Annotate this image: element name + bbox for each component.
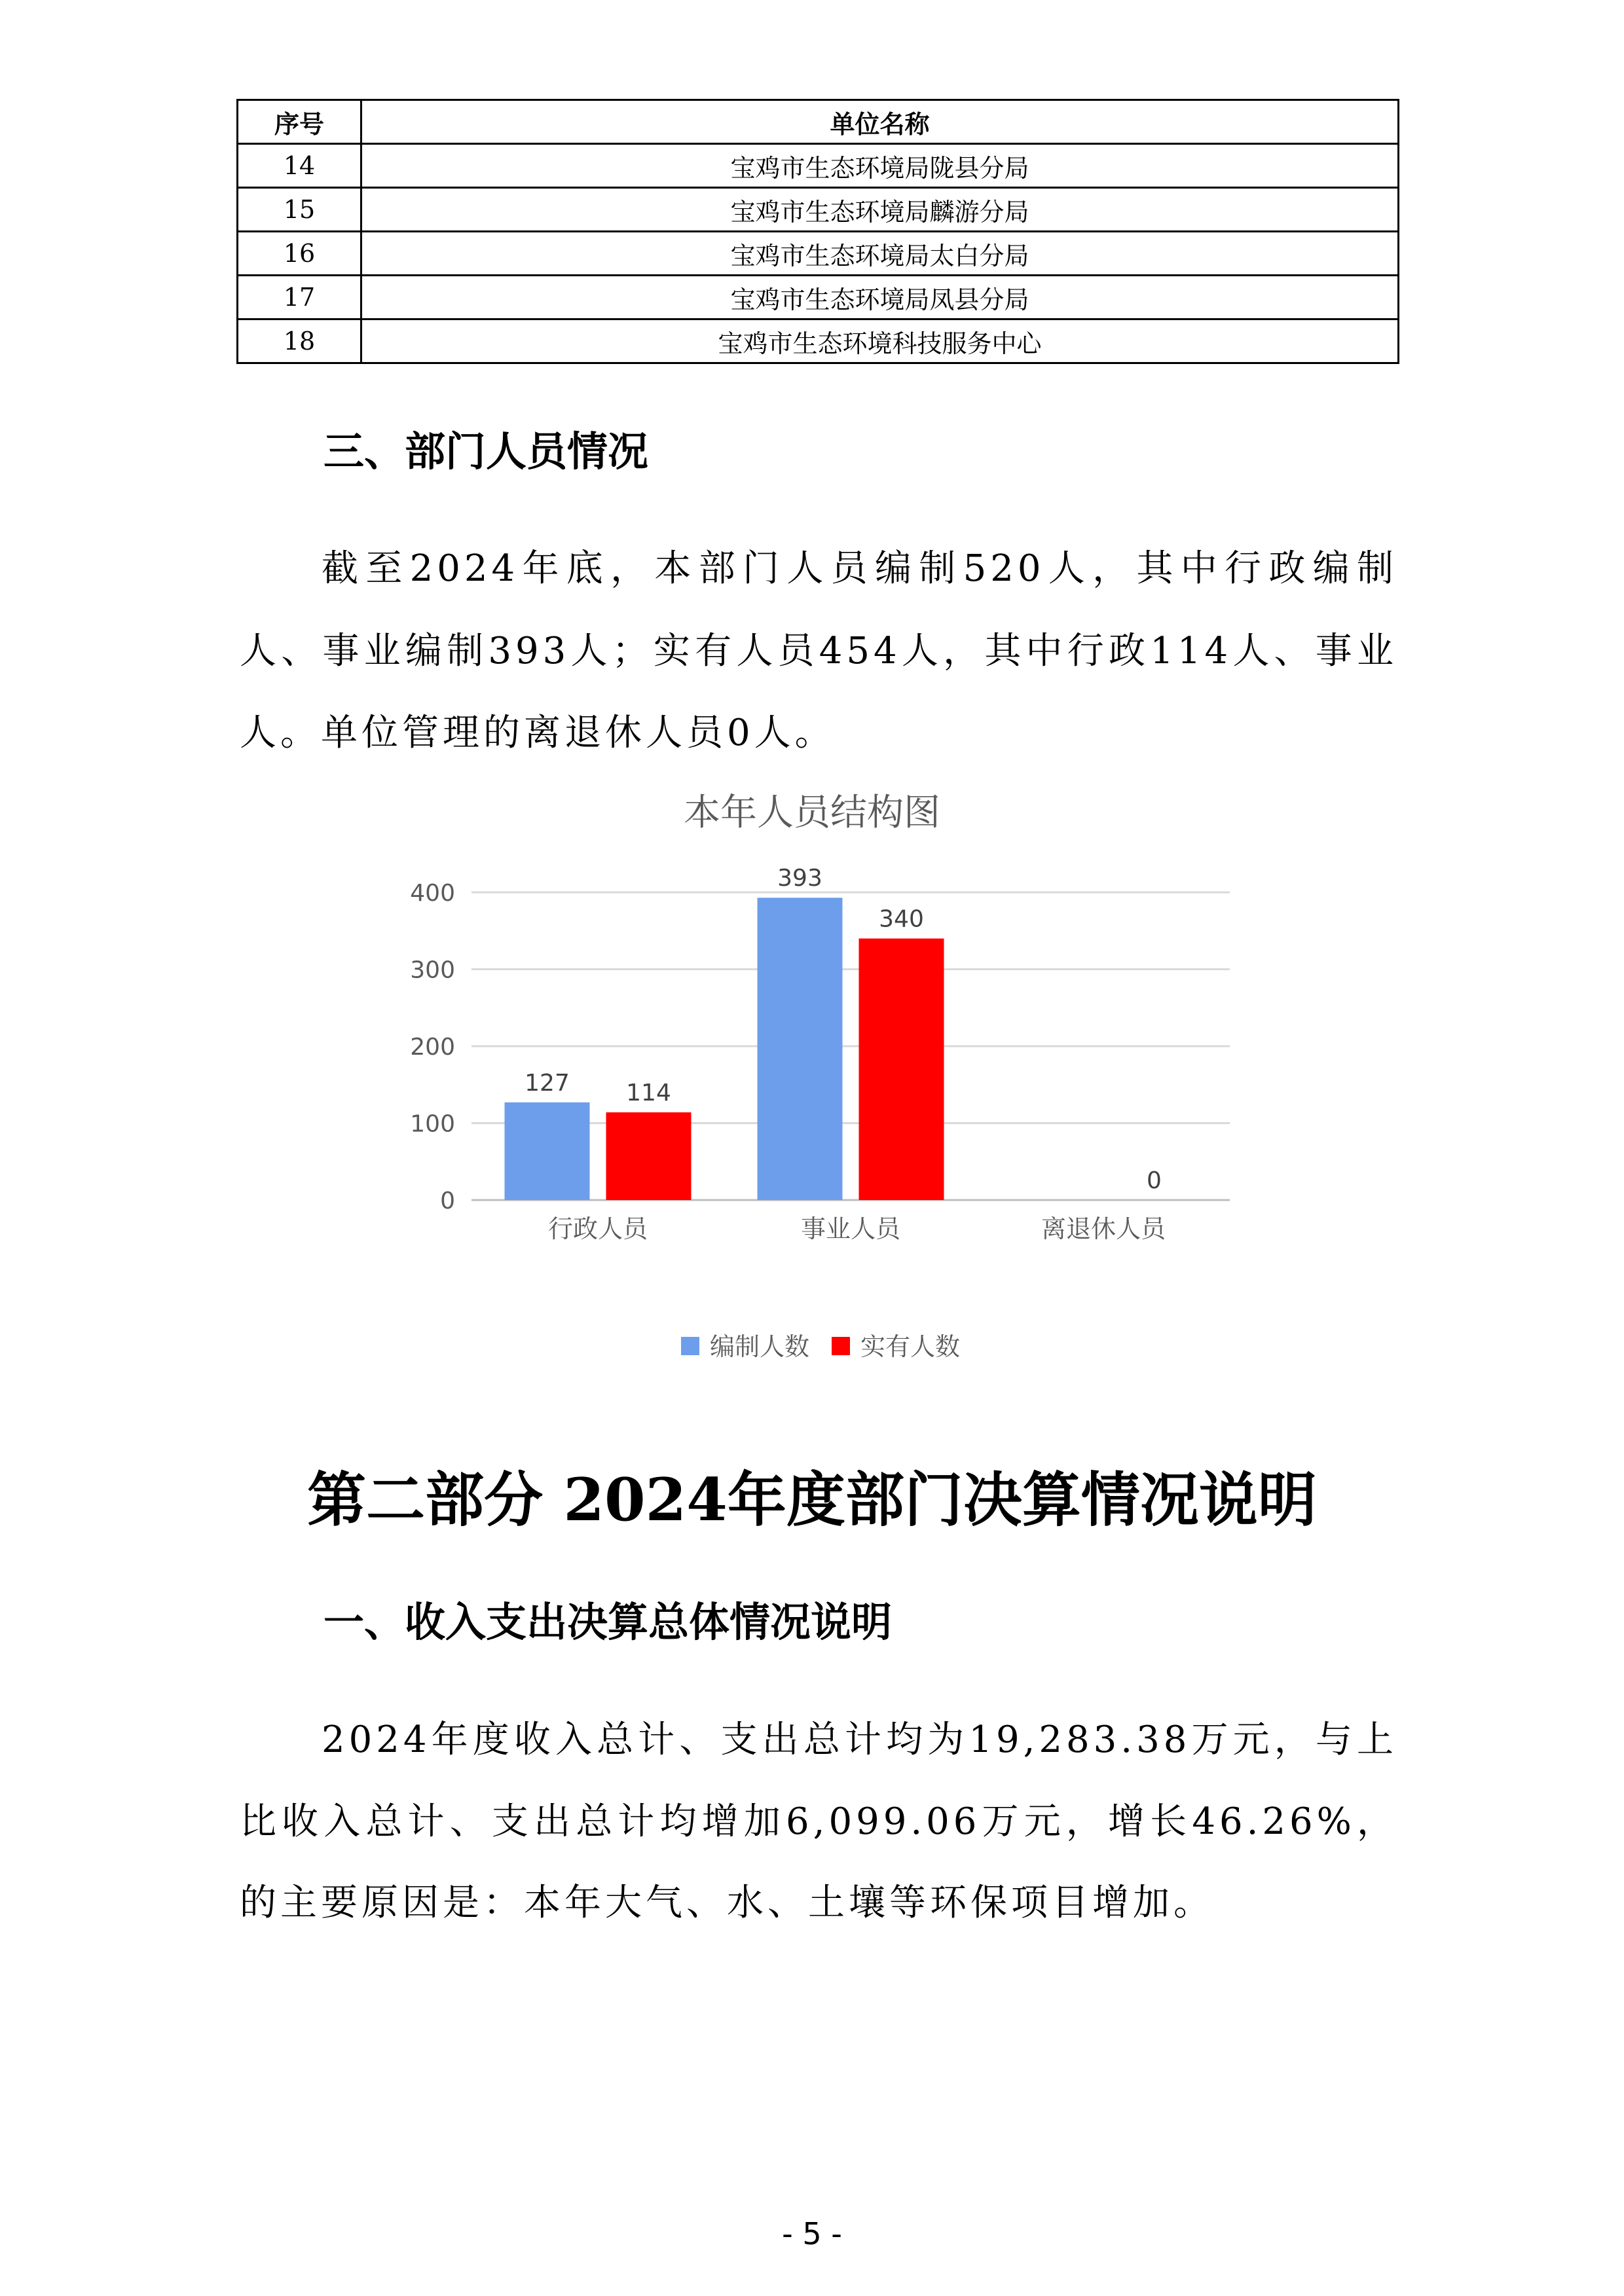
row-no: 14 bbox=[238, 144, 361, 188]
row-no: 15 bbox=[238, 188, 361, 232]
table-row bbox=[238, 188, 1399, 232]
data-label: 340 bbox=[879, 905, 924, 933]
row-name: 宝鸡市生态环境局凤县分局 bbox=[361, 276, 1399, 319]
paragraph-line: 的主要原因是：本年大气、水、土壤等环保项目增加。 bbox=[240, 1882, 1214, 1924]
y-tick-label: 400 bbox=[410, 880, 455, 907]
chart-legend bbox=[681, 1332, 960, 1361]
row-no: 17 bbox=[238, 276, 361, 319]
paragraph-line: 比收入总计、支出总计均增加6,099.06万元，增长46.26%， bbox=[240, 1800, 1397, 1843]
chart-x-ticks bbox=[548, 1214, 1168, 1243]
x-tick-label: 行政人员 bbox=[547, 1214, 648, 1243]
table-row bbox=[238, 144, 1399, 188]
legend-label: 编制人数 bbox=[710, 1332, 810, 1361]
bar bbox=[859, 939, 944, 1201]
row-name: 宝鸡市生态环境局太白分局 bbox=[361, 232, 1399, 276]
row-name: 宝鸡市生态环境局陇县分局 bbox=[361, 144, 1399, 188]
x-tick-label: 离退休人员 bbox=[1041, 1214, 1166, 1243]
paragraph-line: 截至2024年底，本部门人员编制520人，其中行政编制 bbox=[322, 547, 1397, 590]
data-label: 393 bbox=[777, 865, 822, 892]
unit-list-table bbox=[236, 99, 1399, 364]
y-tick-label: 200 bbox=[410, 1034, 455, 1061]
table-header-no: 序号 bbox=[238, 100, 361, 144]
paragraph-line: 人。单位管理的离退休人员0人。 bbox=[240, 712, 836, 754]
data-label: 0 bbox=[1147, 1167, 1162, 1194]
chart-title: 本年人员结构图 bbox=[684, 792, 940, 834]
row-no: 16 bbox=[238, 232, 361, 276]
chart-y-ticks bbox=[410, 880, 455, 1214]
data-label: 114 bbox=[626, 1080, 671, 1107]
y-tick-label: 0 bbox=[440, 1188, 455, 1214]
row-name: 宝鸡市生态环境科技服务中心 bbox=[361, 319, 1399, 363]
row-no: 18 bbox=[238, 319, 361, 363]
section-heading-income: 一、收入支出决算总体情况说明 bbox=[323, 1598, 893, 1646]
y-tick-label: 100 bbox=[410, 1110, 455, 1138]
page-number: - 5 - bbox=[782, 2216, 842, 2251]
y-tick-label: 300 bbox=[410, 957, 455, 984]
table-header-name: 单位名称 bbox=[361, 100, 1399, 144]
legend-swatch bbox=[832, 1337, 850, 1355]
legend-label: 实有人数 bbox=[860, 1332, 961, 1361]
data-label: 127 bbox=[525, 1069, 570, 1097]
bar bbox=[606, 1112, 692, 1200]
section-heading-staff: 三、部门人员情况 bbox=[323, 428, 649, 475]
table-header-row bbox=[238, 100, 1399, 144]
legend-swatch bbox=[681, 1337, 699, 1355]
table-row bbox=[238, 276, 1399, 319]
table-row bbox=[238, 232, 1399, 276]
staff-structure-chart bbox=[367, 779, 1270, 1388]
row-name: 宝鸡市生态环境局麟游分局 bbox=[361, 188, 1399, 232]
chart-bars bbox=[505, 898, 944, 1200]
table-row bbox=[238, 319, 1399, 363]
part-heading: 第二部分 2024年度部门决算情况说明 bbox=[307, 1465, 1317, 1535]
bar bbox=[758, 898, 843, 1200]
paragraph-line: 2024年度收入总计、支出总计均为19,283.38万元，与上 bbox=[322, 1719, 1397, 1761]
paragraph-line: 人、事业编制393人；实有人员454人，其中行政114人、事业 bbox=[240, 630, 1397, 672]
bar bbox=[505, 1102, 590, 1200]
x-tick-label: 事业人员 bbox=[800, 1214, 901, 1243]
